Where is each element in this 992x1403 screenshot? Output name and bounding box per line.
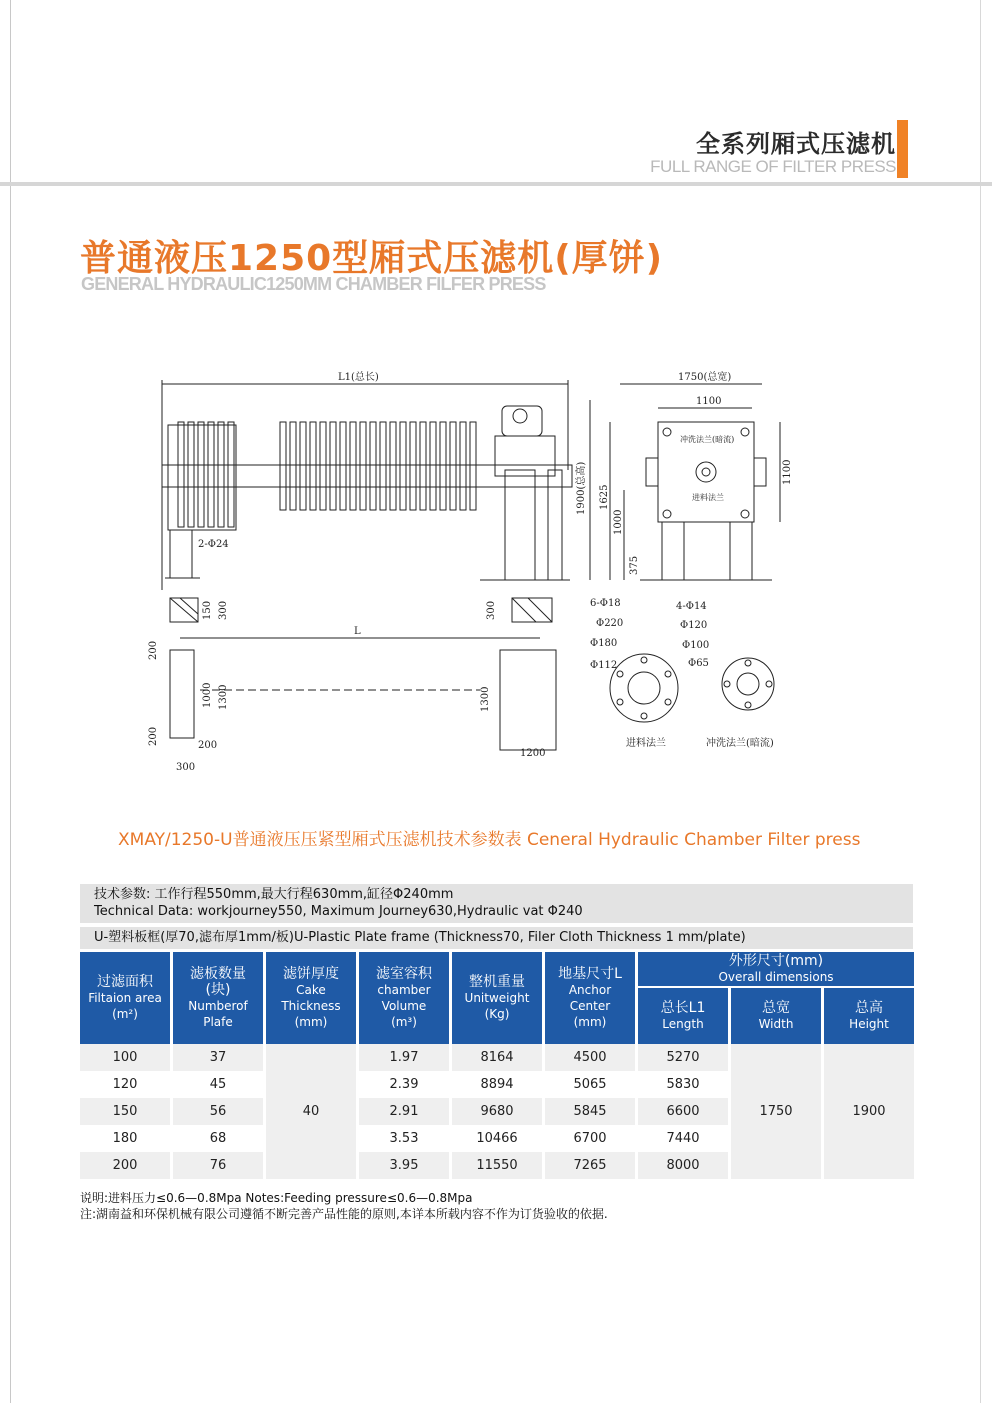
note-pressure: 说明:进料压力≤0.6—0.8Mpa Notes:Feeding pressure≤0.6—0.8Mpa [80, 1191, 473, 1205]
page-title: 普通液压1250型厢式压滤机(厚饼) [80, 238, 664, 279]
dim-1300b: 1300 [480, 686, 491, 712]
flange-phi120: Φ120 [680, 620, 708, 631]
table-row: 150 56 2.91 9680 5845 6600 [80, 1098, 914, 1125]
filter-plates [178, 422, 476, 527]
section-title-en: FULL RANGE OF FILTER PRESS [650, 157, 896, 176]
flange-phi100: Φ100 [682, 640, 710, 651]
dim-h1000: 1000 [613, 509, 624, 535]
header-weight: 整机重量 Unitweight (Kg) [452, 952, 542, 1044]
dim-300c: 300 [176, 762, 196, 773]
dim-200b: 200 [148, 726, 159, 746]
dim-holes-2: 2-Φ24 [198, 539, 229, 550]
dim-h1100: 1100 [782, 459, 793, 485]
header-anchor: 地基尺寸L Anchor Center (mm) [545, 952, 635, 1044]
table-row: 120 45 2.39 8894 5065 5830 [80, 1071, 914, 1098]
flange-holes-6: 6-Φ18 [590, 598, 621, 609]
tech-data-cn: 技术参数: 工作行程550mm,最大行程630mm,缸径Φ240mm [94, 887, 454, 902]
table-row: 180 68 3.53 10466 6700 7440 [80, 1125, 914, 1152]
spec-table [77, 952, 917, 1179]
dim-w1100: 1100 [696, 396, 722, 407]
cake-thickness-cell: 40 [266, 1044, 356, 1179]
flange-flush-caption: 冲洗法兰(暗流) [706, 738, 774, 749]
header-volume: 滤室容积 chamber Volume (m³) [359, 952, 449, 1044]
flange-phi112: Φ112 [590, 660, 618, 671]
page-subtitle: GENERAL HYDRAULIC1250MM CHAMBER FILFER PRESS [81, 274, 546, 294]
flange-phi180: Φ180 [590, 638, 618, 649]
dim-L1: L1(总长) [338, 372, 379, 383]
dim-300a: 300 [218, 600, 229, 620]
header-divider [0, 182, 992, 186]
dim-1200: 1200 [520, 748, 546, 759]
note-disclaimer: 注:湖南益和环保机械有限公司遵循不断完善产品性能的原则,本详本所载内容不作为订货验收的依据. [80, 1207, 608, 1221]
dim-150: 150 [202, 600, 213, 620]
flange-holes-4: 4-Φ14 [676, 601, 707, 612]
header-dimensions: 外形尺寸(mm) Overall dimensions [638, 952, 914, 988]
header-plates: 滤板数量 (块) Numberof Plafe [173, 952, 263, 1044]
end-flush-flange: 冲洗法兰(暗流) [680, 435, 735, 444]
header-width: 总宽 Width [731, 988, 821, 1044]
plate-frame-band: U-塑料板框(厚70,滤布厚1mm/板)U-Plastic Plate frame (Thickness70, Filer Cloth Thickness 1 mm/plate) [80, 927, 913, 949]
header-area: 过滤面积 Filtaion area (m²) [80, 952, 170, 1044]
table-caption: XMAY/1250-U普通液压压紧型厢式压滤机技术参数表 Ceneral Hydraulic Chamber Filter press [118, 830, 861, 850]
flange-phi65: Φ65 [688, 658, 709, 669]
table-row: 200 76 3.95 11550 7265 8000 [80, 1152, 914, 1179]
tech-data-en: Technical Data: workjourney550, Maximum Journey630,Hydraulic vat Φ240 [94, 904, 583, 919]
page-edge-right [980, 0, 981, 1403]
flange-phi220: Φ220 [596, 618, 624, 629]
dim-h375: 375 [629, 555, 640, 575]
dim-200c: 200 [198, 740, 218, 751]
end-feed-flange: 进料法兰 [692, 493, 724, 502]
page-edge-left [10, 0, 11, 1403]
dim-300b: 300 [486, 600, 497, 620]
flange-feed-caption: 进料法兰 [626, 738, 666, 749]
header-length: 总长L1 Length [638, 988, 728, 1044]
height-cell: 1900 [824, 1044, 914, 1179]
dim-200a: 200 [148, 640, 159, 660]
width-cell: 1750 [731, 1044, 821, 1179]
dim-L: L [354, 626, 361, 637]
dim-h1900: 1900(总高) [576, 461, 587, 515]
header-cake: 滤饼厚度 Cake Thickness (mm) [266, 952, 356, 1044]
dim-h1625: 1625 [599, 484, 610, 510]
technical-data-band [80, 884, 913, 923]
section-accent-bar [897, 120, 908, 178]
dim-1000: 1000 [202, 682, 213, 708]
technical-drawing [140, 350, 800, 780]
section-title-cn: 全系列厢式压滤机 [696, 130, 896, 158]
dim-1300a: 1300 [218, 684, 229, 710]
header-height: 总高 Height [824, 988, 914, 1044]
table-row: 100 37 40 1.97 8164 4500 5270 1750 1900 [80, 1044, 914, 1071]
dim-width-total: 1750(总宽) [678, 372, 732, 383]
